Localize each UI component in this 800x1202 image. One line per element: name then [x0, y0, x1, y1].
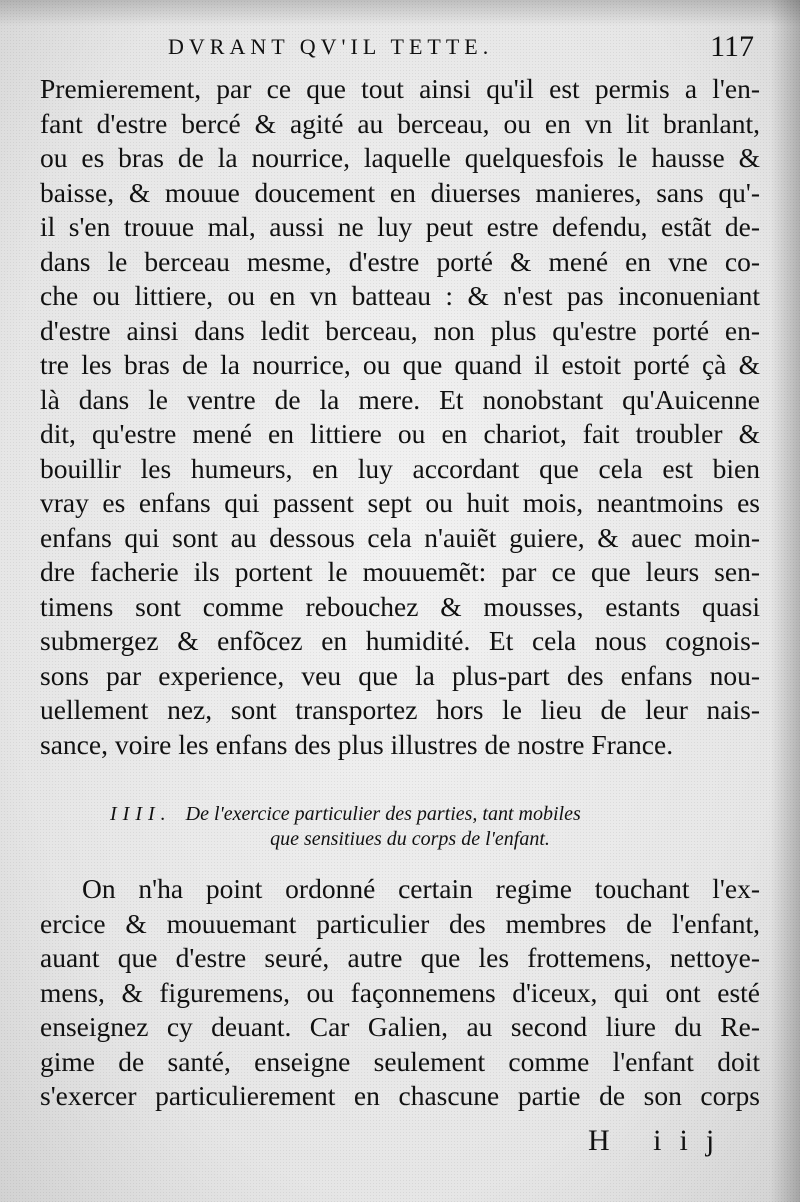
text-line: Premierement, par ce que tout ainsi qu'il est permis a l'en- — [40, 73, 760, 104]
text-line: enfans qui sont au dessous cela n'auiẽt guiere, & auec moin- — [40, 521, 760, 553]
running-title: DVRANT QV'IL TETTE. — [168, 34, 494, 59]
text-line: timens sont comme rebouchez & mousses, estants quasi — [40, 590, 760, 622]
text-line: il s'en trouue mal, aussi ne luy peut estre defendu, estãt de- — [40, 211, 760, 242]
text-line: gime de santé, enseigne seulement comme l'enfant doit — [40, 1045, 760, 1077]
section-number: IIII. — [110, 803, 172, 825]
section-title-part-1: De l'exercice particulier des parties, tant mobiles — [185, 803, 581, 825]
text-line: che ou littiere, ou en vn batteau : & n'est pas inconueniant — [40, 280, 760, 311]
text-line: submergez & enfõcez en humidité. Et cela nous cognois- — [40, 625, 760, 656]
text-line: enseignez cy deuant. Car Galien, au second liure du Re- — [40, 1011, 760, 1042]
signature-mark: H iij — [588, 1124, 733, 1157]
running-head — [40, 30, 760, 70]
text-line: dre facherie ils portent le mouuemẽt: par ce que leurs sen- — [40, 556, 760, 587]
text-line: mens, & figuremens, ou façonnemens d'iceux, qui ont esté — [40, 976, 760, 1008]
text-line: auant que d'estre seuré, autre que les frottemens, nettoye- — [40, 942, 760, 973]
text-line: On n'ha point ordonné certain regime touchant l'ex- — [82, 873, 760, 904]
paragraph-1 — [40, 72, 760, 762]
text-line: sons par experience, veu que la plus-part des enfans nou- — [40, 659, 760, 691]
text-line: ercice & mouuemant particulier des membres de l'enfant, — [40, 907, 760, 939]
section-heading-line-1 — [40, 802, 760, 827]
text-line: sance, voire les enfans des plus illustres de nostre France. — [40, 728, 674, 760]
text-line: d'estre ainsi dans ledit berceau, non plus qu'estre porté en- — [40, 314, 760, 346]
text-line: là dans le ventre de la mere. Et nonobstant qu'Auicenne — [40, 383, 760, 415]
text-line: vray es enfans qui passent sept ou huit mois, neantmoins es — [40, 487, 760, 518]
section-title-part-2: que sensitiues du corps de l'enfant. — [270, 828, 550, 850]
text-line: dit, qu'estre mené en littiere ou en chariot, fait troubler & — [40, 418, 760, 449]
text-line: baisse, & mouue doucement en diuerses manieres, sans qu'- — [40, 176, 760, 208]
text-line: ou es bras de la nourrice, laquelle quelquesfois le hausse & — [40, 142, 760, 173]
section-heading — [40, 802, 760, 852]
page-top-shadow — [0, 0, 800, 26]
text-line: bouillir les humeurs, en luy accordant que cela est bien — [40, 452, 760, 484]
text-line: uellement nez, sont transportez hors le lieu de leur nais- — [40, 694, 760, 725]
text-line: fant d'estre bercé & agité au berceau, ou en vn lit branlant, — [40, 107, 760, 139]
page-edge-shadow — [770, 0, 800, 1202]
text-line: dans le berceau mesme, d'estre porté & mené en vne co- — [40, 245, 760, 277]
text-line: tre les bras de la nourrice, ou que quand il estoit porté çà & — [40, 349, 760, 380]
text-line: s'exercer particulierement en chascune partie de son corps — [40, 1080, 760, 1111]
page-number: 117 — [710, 30, 754, 63]
paragraph-2 — [40, 872, 760, 1114]
